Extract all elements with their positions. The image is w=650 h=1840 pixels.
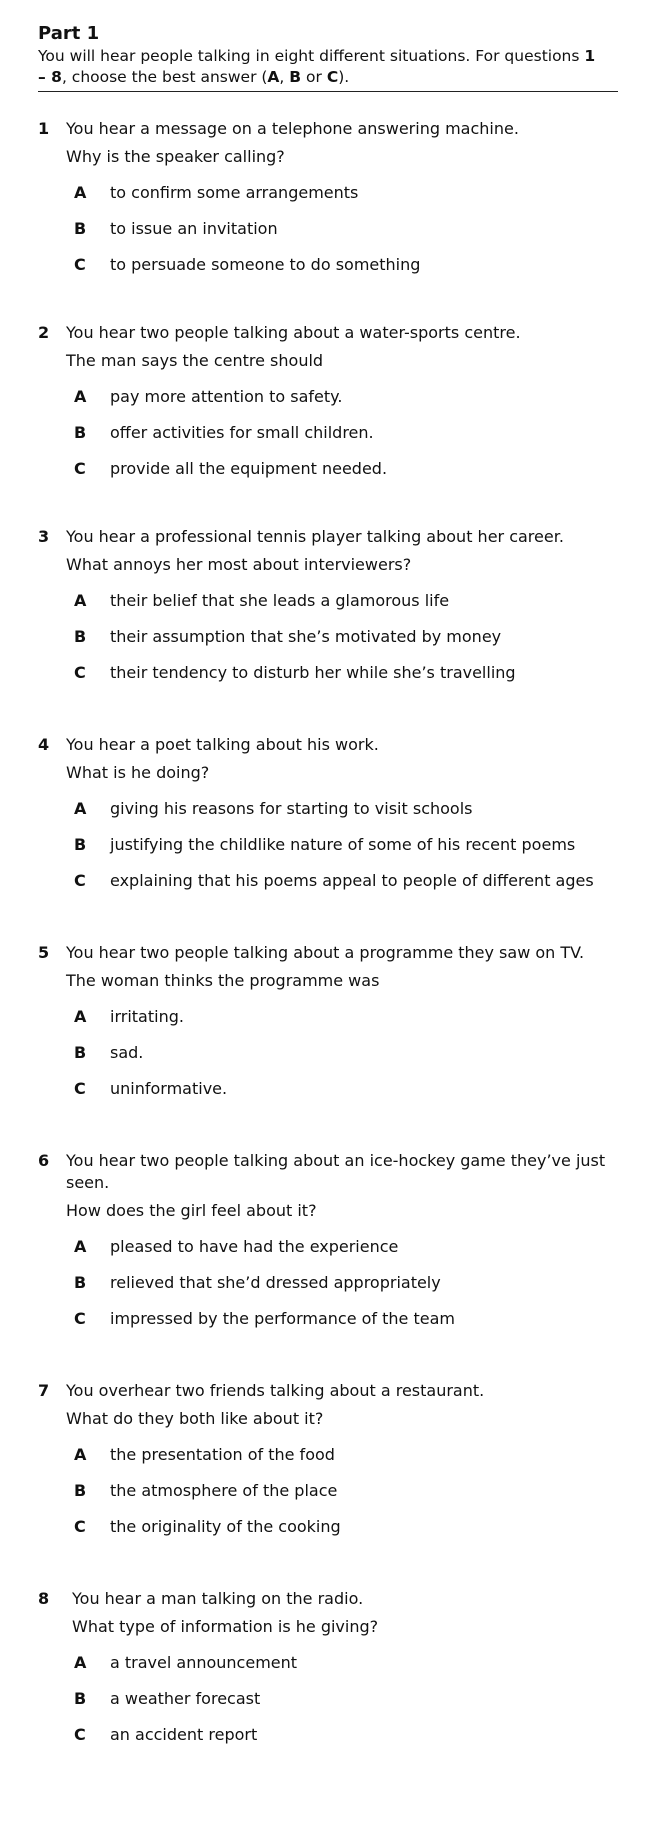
question-5 (38, 942, 628, 1114)
question-number: 1 (38, 119, 50, 138)
option-text: irritating. (110, 1007, 184, 1026)
answer-option-a[interactable] (38, 1006, 628, 1042)
answer-option-c[interactable] (38, 1516, 628, 1552)
question-context: You hear a man talking on the radio. (72, 1589, 364, 1608)
answer-option-a[interactable] (38, 386, 628, 422)
answer-option-a[interactable] (38, 182, 628, 218)
instructions (38, 46, 598, 88)
option-text: provide all the equipment needed. (110, 459, 388, 478)
question-number: 7 (38, 1381, 50, 1400)
option-text: to issue an invitation (110, 219, 278, 238)
answer-option-b[interactable] (38, 1688, 628, 1724)
answer-option-b[interactable] (38, 1042, 628, 1078)
question-context: You hear two people talking about a water-sports centre. (66, 323, 521, 342)
instructions-text: , (279, 68, 290, 86)
instructions-text: , choose the best answer ( (61, 68, 268, 86)
option-text: pay more attention to safety. (110, 387, 343, 406)
option-letter: C (74, 255, 86, 274)
answer-option-a[interactable] (38, 798, 628, 834)
answer-options (38, 798, 628, 906)
option-text: uninformative. (110, 1079, 228, 1098)
question-7 (38, 1380, 628, 1552)
answer-option-c[interactable] (38, 1308, 628, 1344)
option-text: explaining that his poems appeal to people of different ages (110, 871, 594, 890)
question-1 (38, 118, 628, 290)
question-number: 3 (38, 527, 50, 546)
question-prompt: What do they both like about it? (66, 1409, 324, 1428)
question-prompt: Why is the speaker calling? (66, 147, 285, 166)
question-number: 4 (38, 735, 50, 754)
option-letter: C (74, 663, 86, 682)
option-letter: B (74, 1273, 87, 1292)
option-letter: C (74, 1309, 86, 1328)
option-text: the originality of the cooking (110, 1517, 341, 1536)
option-text: relieved that she’d dressed appropriately (110, 1273, 441, 1292)
exam-page (38, 22, 628, 1760)
question-range: 1 – 8 (38, 47, 596, 86)
answer-option-b[interactable] (38, 626, 628, 662)
question-context: You hear two people talking about an ice-hockey game they’ve just seen. (66, 1151, 606, 1192)
divider-rule (38, 90, 618, 92)
answer-option-c[interactable] (38, 458, 628, 494)
answer-option-b[interactable] (38, 218, 628, 254)
option-letter: A (74, 183, 87, 202)
option-letter: B (74, 835, 87, 854)
question-context: You hear a poet talking about his work. (66, 735, 379, 754)
option-letter: A (74, 799, 87, 818)
option-text: the presentation of the food (110, 1445, 335, 1464)
option-text: pleased to have had the experience (110, 1237, 399, 1256)
option-letter: B (74, 423, 87, 442)
question-number: 6 (38, 1151, 50, 1170)
answer-option-b[interactable] (38, 422, 628, 458)
option-text: their assumption that she’s motivated by money (110, 627, 502, 646)
answer-options (38, 1652, 628, 1760)
question-number: 8 (38, 1589, 50, 1608)
option-text: offer activities for small children. (110, 423, 374, 442)
question-prompt: The woman thinks the programme was (66, 971, 380, 990)
option-letter: C (74, 1517, 86, 1536)
question-6 (38, 1150, 628, 1344)
instructions-text: You will hear people talking in eight different situations. For questions (38, 47, 585, 65)
answer-options (38, 1444, 628, 1552)
answer-options (38, 386, 628, 494)
option-letter: B (74, 1689, 87, 1708)
question-number: 5 (38, 943, 50, 962)
answer-option-a[interactable] (38, 590, 628, 626)
answer-options (38, 182, 628, 290)
question-context: You hear a message on a telephone answering machine. (66, 119, 519, 138)
question-prompt: The man says the centre should (66, 351, 324, 370)
answer-option-c[interactable] (38, 254, 628, 290)
answer-option-a[interactable] (38, 1444, 628, 1480)
answer-option-a[interactable] (38, 1652, 628, 1688)
option-letter: A (74, 387, 87, 406)
option-letter: C (74, 1725, 86, 1744)
answer-options (38, 590, 628, 698)
answer-option-b[interactable] (38, 1272, 628, 1308)
option-text: to confirm some arrangements (110, 183, 359, 202)
question-3 (38, 526, 628, 698)
option-text: to persuade someone to do something (110, 255, 421, 274)
question-list (38, 118, 628, 1760)
option-text: their belief that she leads a glamorous life (110, 591, 450, 610)
answer-options (38, 1236, 628, 1344)
option-letter: B (74, 627, 87, 646)
option-letter-a: A (267, 68, 280, 86)
question-8 (38, 1588, 628, 1760)
option-text: giving his reasons for starting to visit schools (110, 799, 473, 818)
question-prompt: How does the girl feel about it? (66, 1201, 317, 1220)
option-letter: B (74, 1481, 87, 1500)
question-prompt: What annoys her most about interviewers? (66, 555, 412, 574)
question-context: You hear two people talking about a programme they saw on TV. (66, 943, 585, 962)
option-letter: A (74, 1237, 87, 1256)
answer-option-b[interactable] (38, 834, 628, 870)
option-text: a travel announcement (110, 1653, 298, 1672)
option-letter: A (74, 1007, 87, 1026)
option-text: impressed by the performance of the team (110, 1309, 455, 1328)
option-text: the atmosphere of the place (110, 1481, 338, 1500)
answer-option-c[interactable] (38, 662, 628, 698)
answer-option-a[interactable] (38, 1236, 628, 1272)
option-letter: B (74, 219, 87, 238)
option-letter-b: B (289, 68, 302, 86)
question-prompt: What type of information is he giving? (72, 1617, 379, 1636)
option-letter: C (74, 459, 86, 478)
instructions-text: ). (338, 68, 350, 86)
option-text: an accident report (110, 1725, 258, 1744)
option-text: their tendency to disturb her while she’s travelling (110, 663, 516, 682)
option-letter: B (74, 1043, 87, 1062)
answer-option-c[interactable] (38, 870, 628, 906)
option-text: a weather forecast (110, 1689, 261, 1708)
answer-option-c[interactable] (38, 1724, 628, 1760)
answer-options (38, 1006, 628, 1114)
option-letter: A (74, 1653, 87, 1672)
option-letter-c: C (326, 68, 339, 86)
question-2 (38, 322, 628, 494)
instructions-text: or (301, 68, 327, 86)
option-letter: A (74, 591, 87, 610)
question-context: You hear a professional tennis player talking about her career. (66, 527, 564, 546)
option-letter: A (74, 1445, 87, 1464)
option-text: justifying the childlike nature of some of his recent poems (110, 835, 576, 854)
answer-option-c[interactable] (38, 1078, 628, 1114)
part-title: Part 1 (38, 23, 100, 44)
question-number: 2 (38, 323, 50, 342)
option-letter: C (74, 1079, 86, 1098)
question-prompt: What is he doing? (66, 763, 210, 782)
question-4 (38, 734, 628, 906)
option-text: sad. (110, 1043, 144, 1062)
option-letter: C (74, 871, 86, 890)
question-context: You overhear two friends talking about a restaurant. (66, 1381, 485, 1400)
answer-option-b[interactable] (38, 1480, 628, 1516)
